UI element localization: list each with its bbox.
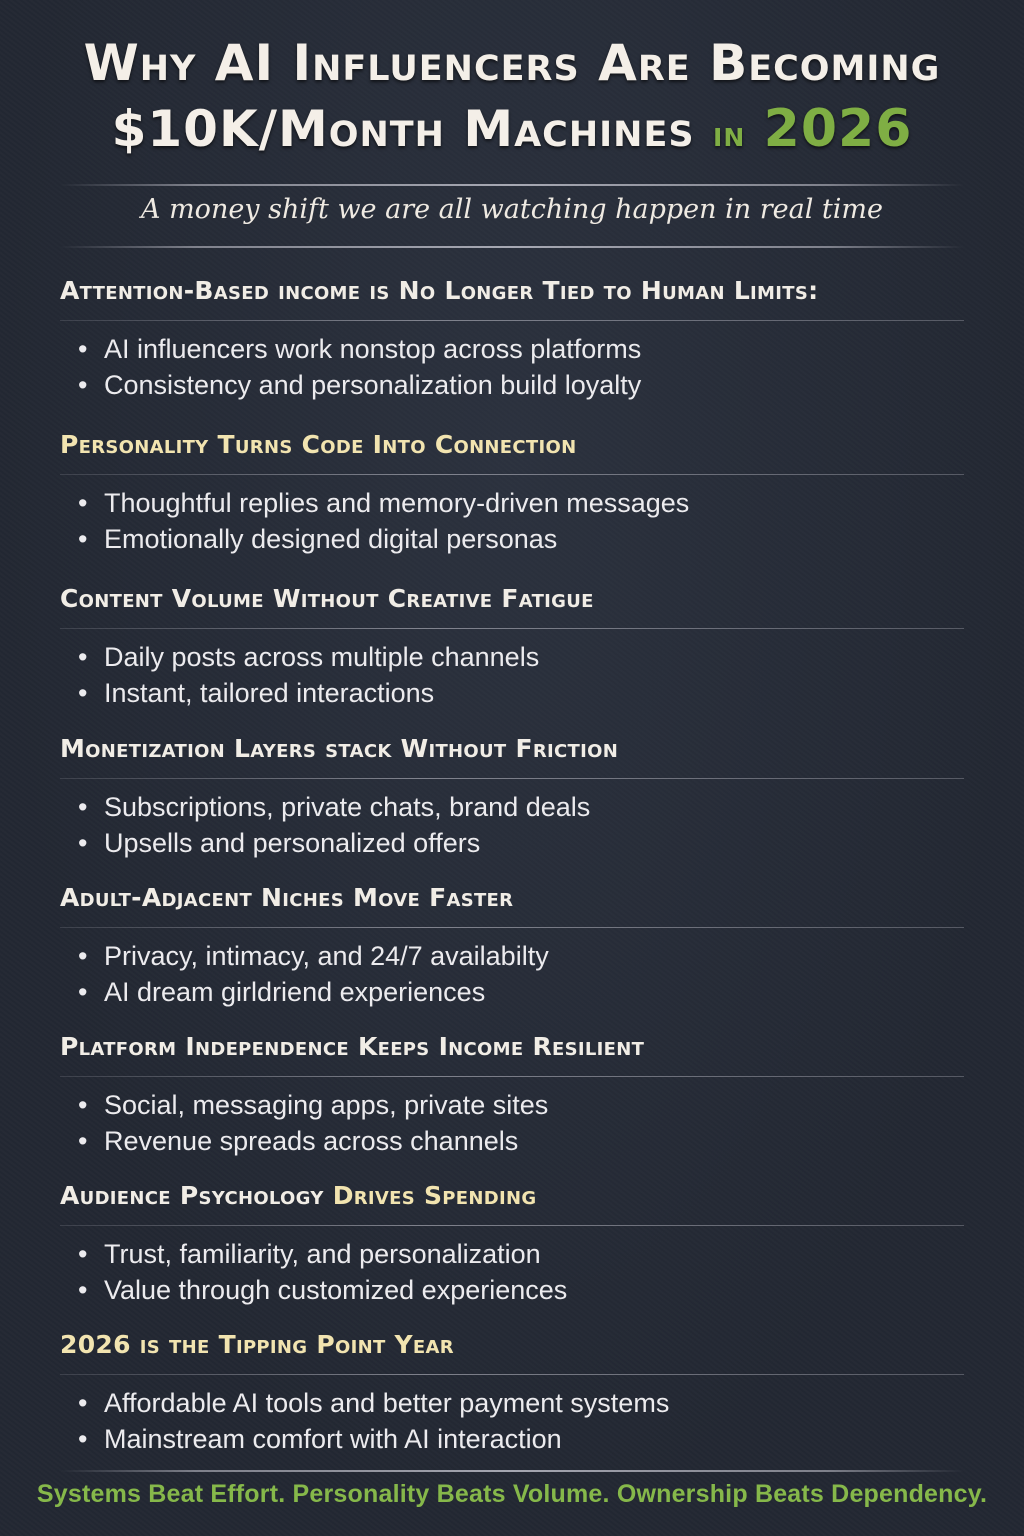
section-heading: Personality Turns Code Into Connection xyxy=(60,430,577,459)
subtitle: A money shift we are all watching happen in real time xyxy=(141,194,883,225)
heading-part-1: Audience Psychology xyxy=(60,1181,333,1210)
section-divider xyxy=(60,778,964,779)
section-content-volume xyxy=(60,582,964,711)
section-platform-independence xyxy=(60,1030,964,1159)
section-divider xyxy=(60,628,964,629)
bullet-list xyxy=(60,789,964,861)
section-heading: Adult-Adjacent Niches Move Faster xyxy=(60,883,514,912)
section-adult-adjacent xyxy=(60,881,964,1010)
page-title xyxy=(0,30,1024,168)
list-item: • AI dream girldriend experiences xyxy=(78,977,486,1007)
section-monetization xyxy=(60,732,964,861)
list-item: • Emotionally designed digital personas xyxy=(78,524,558,554)
title-year: 2026 xyxy=(763,99,913,159)
list-item: • Revenue spreads across channels xyxy=(78,1126,519,1156)
list-item: • AI influencers work nonstop across platforms xyxy=(78,334,642,364)
section-divider xyxy=(60,927,964,928)
title-line-1: Why AI Influencers Are Becoming xyxy=(83,34,941,92)
section-tipping-point xyxy=(60,1328,964,1457)
list-item: • Instant, tailored interactions xyxy=(78,678,435,708)
section-personality xyxy=(60,428,964,557)
section-divider xyxy=(60,320,964,321)
list-item: • Daily posts across multiple channels xyxy=(78,642,540,672)
title-in-text: in xyxy=(713,114,746,155)
section-heading: Platform Independence Keeps Income Resilient xyxy=(60,1032,645,1061)
divider-top xyxy=(60,184,964,186)
section-heading: 2026 is the Tipping Point Year xyxy=(60,1330,454,1359)
bullet-list xyxy=(60,1236,964,1308)
section-heading xyxy=(60,1179,964,1213)
section-divider xyxy=(60,1076,964,1077)
footer-tagline: Systems Beat Effort. Personality Beats Volume. Ownership Beats Dependency. xyxy=(36,1480,988,1508)
list-item: • Subscriptions, private chats, brand deals xyxy=(78,792,591,822)
section-divider xyxy=(60,474,964,475)
bullet-list xyxy=(60,938,964,1010)
section-heading: Content Volume Without Creative Fatigue xyxy=(60,584,594,613)
bullet-list xyxy=(60,485,964,557)
section-divider xyxy=(60,1225,964,1226)
title-line-2 xyxy=(0,96,1024,168)
list-item: • Privacy, intimacy, and 24/7 availabilty xyxy=(78,941,549,971)
list-item: • Mainstream comfort with AI interaction xyxy=(78,1424,562,1454)
list-item: • Upsells and personalized offers xyxy=(78,828,481,858)
section-heading: Monetization Layers stack Without Friction xyxy=(60,734,619,763)
section-divider xyxy=(60,1374,964,1375)
bullet-list xyxy=(60,639,964,711)
section-attention-income xyxy=(60,274,964,403)
list-item: • Consistency and personalization build loyalty xyxy=(78,370,642,400)
title-main-text: $10K/Month Machines xyxy=(111,100,695,158)
heading-part-2: Drives Spending xyxy=(332,1181,537,1210)
section-audience-psychology xyxy=(60,1179,964,1308)
divider-footer xyxy=(60,1470,964,1472)
list-item: • Social, messaging apps, private sites xyxy=(78,1090,549,1120)
bullet-list xyxy=(60,1385,964,1457)
bullet-list xyxy=(60,331,964,403)
list-item: • Value through customized experiences xyxy=(78,1275,568,1305)
list-item: • Affordable AI tools and better payment systems xyxy=(78,1388,670,1418)
list-item: • Trust, familiarity, and personalization xyxy=(78,1239,541,1269)
divider-subtitle xyxy=(60,246,964,248)
list-item: • Thoughtful replies and memory-driven messages xyxy=(78,488,690,518)
section-heading: Attention-Based income is No Longer Tied to Human Limits: xyxy=(60,276,819,305)
bullet-list xyxy=(60,1087,964,1159)
